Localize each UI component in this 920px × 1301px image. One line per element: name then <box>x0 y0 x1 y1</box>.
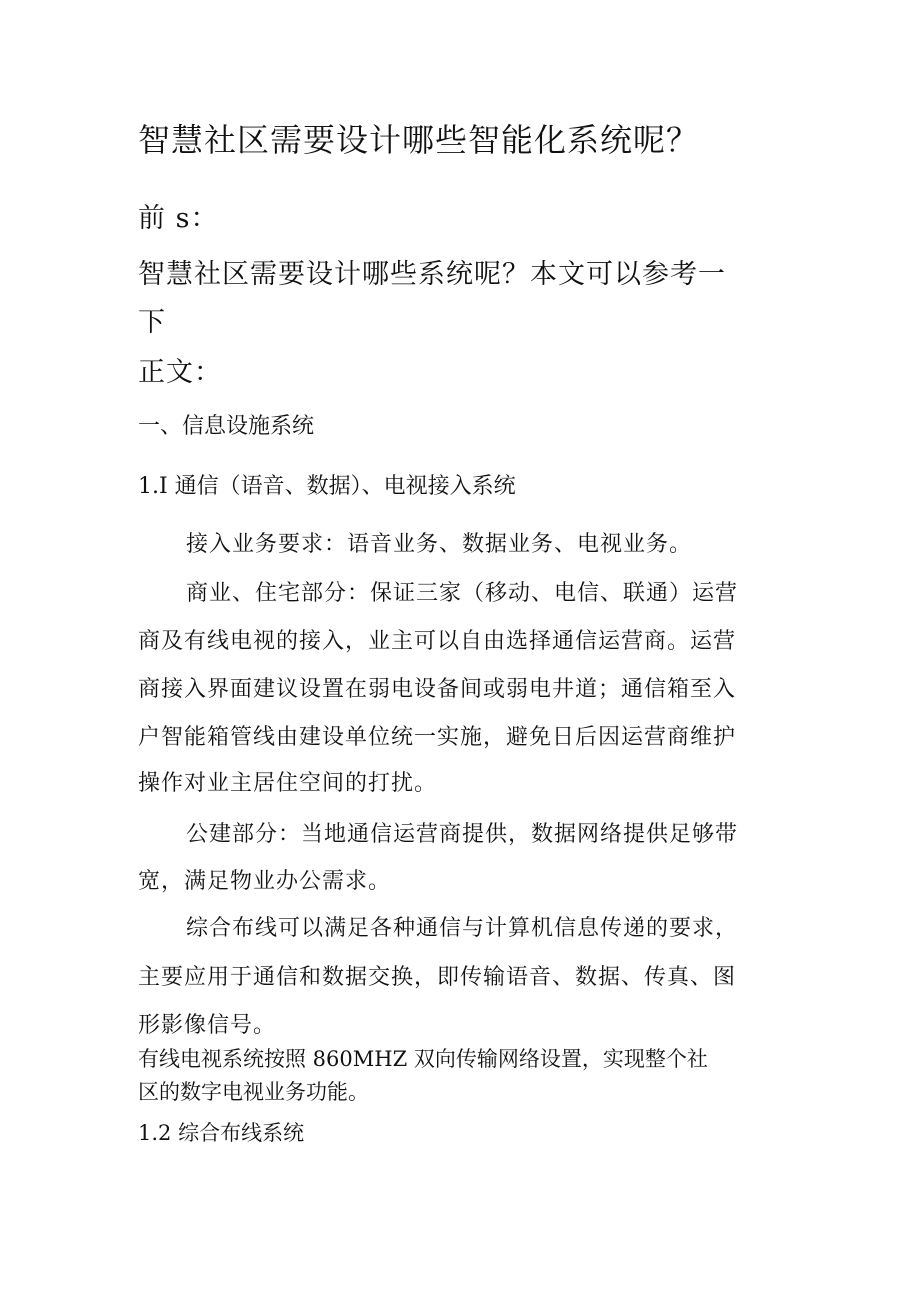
paragraph-line: 接入业务要求：语音业务、数据业务、电视业务。 <box>186 532 693 557</box>
paragraph-line: 户智能箱管线由建设单位统一实施，避免日后因运营商维护 <box>138 725 737 750</box>
subsection-heading: 1.2 综合布线系统 <box>138 1121 305 1145</box>
subsection-heading: 1.I 通信（语音、数据）、电视接入系统 <box>138 474 516 499</box>
paragraph-line: 商接入界面建议设置在弱电设备间或弱电井道；通信箱至入 <box>138 677 737 702</box>
body-label: 正文： <box>138 357 222 388</box>
paragraph-line: 宽，满足物业办公需求。 <box>138 869 392 894</box>
paragraph-line: 有线电视系统按照 860MHZ 双向传输网络设置，实现整个社 <box>138 1047 708 1071</box>
paragraph-line: 操作对业主居住空间的打扰。 <box>138 771 438 796</box>
paragraph-line: 综合布线可以满足各种通信与计算机信息传递的要求， <box>186 916 739 941</box>
paragraph-line: 商及有线电视的接入，业主可以自由选择通信运营商。运营 <box>138 629 737 654</box>
preface-text-line: 智慧社区需要设计哪些系统呢？本文可以参考一 <box>138 259 726 290</box>
preface-label: 前 s： <box>138 203 219 234</box>
preface-text-line: 下 <box>138 307 166 338</box>
paragraph-line: 区的数字电视业务功能。 <box>138 1080 369 1104</box>
paragraph-line: 主要应用于通信和数据交换，即传输语音、数据、传真、图 <box>138 965 737 990</box>
document-title: 智慧社区需要设计哪些智能化系统呢？ <box>138 121 700 159</box>
paragraph-line: 商业、住宅部分：保证三家（移动、电信、联通）运营 <box>186 581 739 606</box>
paragraph-line: 公建部分：当地通信运营商提供，数据网络提供足够带 <box>186 822 739 847</box>
section-heading: 一、信息设施系统 <box>138 414 315 439</box>
paragraph-line: 形影像信号。 <box>138 1013 277 1038</box>
